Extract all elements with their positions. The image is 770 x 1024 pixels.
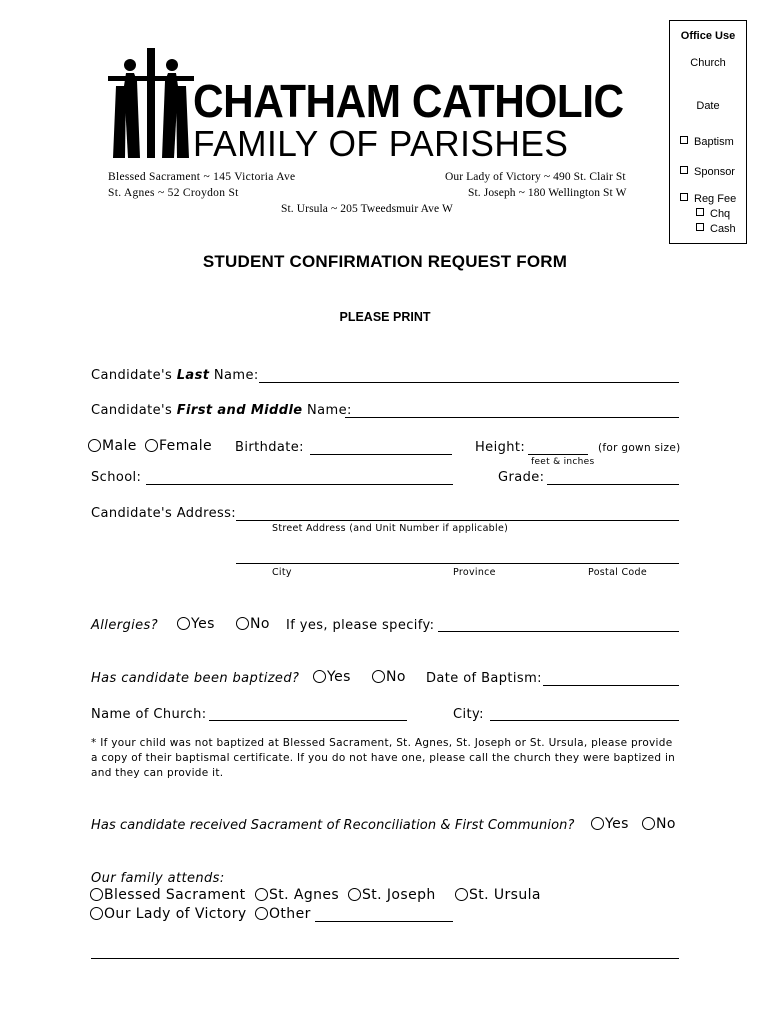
radio-icon: [642, 817, 655, 830]
radio-icon: [455, 888, 468, 901]
office-church-label: Church: [690, 57, 726, 69]
radio-icon: [348, 888, 361, 901]
baptism-date-label: Date of Baptism:: [426, 671, 542, 686]
radio-icon: [90, 907, 103, 920]
radio-icon: [372, 670, 385, 683]
feet-inches-hint: feet & inches: [531, 457, 595, 467]
radio-icon: [145, 439, 158, 452]
other-parish-field[interactable]: [315, 921, 453, 922]
radio-icon: [90, 888, 103, 901]
office-regfee-item[interactable]: Reg Fee: [680, 193, 736, 205]
male-radio[interactable]: Male: [88, 438, 137, 454]
office-baptism-item[interactable]: Baptism: [680, 136, 734, 148]
parish-address-ursula: St. Ursula ~ 205 Tweedsmuir Ave W: [281, 203, 453, 215]
office-use-box: [669, 20, 747, 244]
radio-icon: [255, 907, 268, 920]
postal-code-hint: Postal Code: [588, 567, 647, 578]
height-field[interactable]: [528, 454, 588, 455]
street-address-field[interactable]: [236, 520, 679, 521]
bottom-divider: [91, 958, 679, 959]
grade-field[interactable]: [547, 484, 679, 485]
please-print-label: PLEASE PRINT: [339, 310, 431, 324]
sacrament-no-radio[interactable]: No: [642, 816, 676, 832]
parish-address-blessed: Blessed Sacrament ~ 145 Victoria Ave: [108, 171, 296, 183]
baptized-question: Has candidate been baptized?: [91, 671, 300, 686]
birthdate-label: Birthdate:: [235, 440, 304, 455]
office-chq-item[interactable]: Chq: [696, 208, 730, 220]
first-name-label: Candidate's First and Middle Name:: [91, 403, 352, 418]
baptized-no-radio[interactable]: No: [372, 669, 406, 685]
our-lady-of-victory-radio[interactable]: Our Lady of Victory: [90, 906, 247, 922]
st-joseph-radio[interactable]: St. Joseph: [348, 887, 436, 903]
office-cash-item[interactable]: Cash: [696, 223, 736, 235]
logo-subtitle: FAMILY OF PARISHES: [193, 123, 569, 164]
baptism-note: * If your child was not baptized at Blessed Sacrament, St. Agnes, St. Joseph or St. Ursula, please provide a copy of their baptismal certificate. If you do not have one, please call the church they were baptized in and they can provide it.: [91, 737, 676, 779]
blessed-sacrament-radio[interactable]: Blessed Sacrament: [90, 887, 246, 903]
checkbox-icon: [680, 193, 688, 201]
street-address-hint: Street Address (and Unit Number if applicable): [272, 523, 509, 534]
allergies-specify-label: If yes, please specify:: [286, 618, 435, 633]
radio-icon: [313, 670, 326, 683]
first-name-field[interactable]: [345, 417, 679, 418]
office-sponsor-item[interactable]: Sponsor: [680, 166, 735, 178]
allergies-yes-radio[interactable]: Yes: [177, 616, 215, 632]
school-label: School:: [91, 470, 142, 485]
family-attends-label: Our family attends:: [91, 871, 225, 886]
grade-label: Grade:: [498, 470, 545, 485]
checkbox-icon: [696, 208, 704, 216]
address-label: Candidate's Address:: [91, 506, 237, 521]
church-name-field[interactable]: [209, 720, 407, 721]
province-hint: Province: [453, 567, 496, 578]
radio-icon: [88, 439, 101, 452]
radio-icon: [255, 888, 268, 901]
st-agnes-radio[interactable]: St. Agnes: [255, 887, 339, 903]
school-field[interactable]: [146, 484, 453, 485]
church-city-label: City:: [453, 707, 484, 722]
form-title: STUDENT CONFIRMATION REQUEST FORM: [202, 252, 568, 271]
radio-icon: [236, 617, 249, 630]
logo-title: CHATHAM CATHOLIC: [193, 75, 624, 127]
height-label: Height:: [475, 440, 526, 455]
allergies-no-radio[interactable]: No: [236, 616, 270, 632]
church-name-label: Name of Church:: [91, 707, 207, 722]
female-radio[interactable]: Female: [145, 438, 212, 454]
birthdate-field[interactable]: [310, 454, 452, 455]
baptized-yes-radio[interactable]: Yes: [313, 669, 351, 685]
checkbox-icon: [680, 166, 688, 174]
baptism-date-field[interactable]: [543, 685, 679, 686]
gown-size-note: (for gown size): [598, 442, 681, 454]
parish-address-joseph: St. Joseph ~ 180 Wellington St W: [468, 187, 627, 199]
other-radio[interactable]: Other: [255, 906, 311, 922]
checkbox-icon: [680, 136, 688, 144]
church-city-field[interactable]: [490, 720, 679, 721]
sacrament-question: Has candidate received Sacrament of Reconciliation & First Communion?: [91, 818, 575, 833]
office-use-title: Office Use: [680, 30, 736, 42]
city-province-postal-field[interactable]: [236, 563, 679, 564]
allergies-label: Allergies?: [91, 618, 158, 633]
last-name-field[interactable]: [259, 382, 679, 383]
radio-icon: [177, 617, 190, 630]
parish-address-victory: Our Lady of Victory ~ 490 St. Clair St: [445, 171, 626, 183]
st-ursula-radio[interactable]: St. Ursula: [455, 887, 541, 903]
sacrament-yes-radio[interactable]: Yes: [591, 816, 629, 832]
last-name-label: Candidate's Last Name:: [91, 368, 259, 383]
radio-icon: [591, 817, 604, 830]
office-date-label: Date: [696, 100, 720, 112]
parish-address-agnes: St. Agnes ~ 52 Croydon St: [108, 187, 239, 199]
checkbox-icon: [696, 223, 704, 231]
allergies-field[interactable]: [438, 631, 679, 632]
parish-logo-icon: [106, 46, 196, 160]
city-hint: City: [272, 567, 292, 578]
